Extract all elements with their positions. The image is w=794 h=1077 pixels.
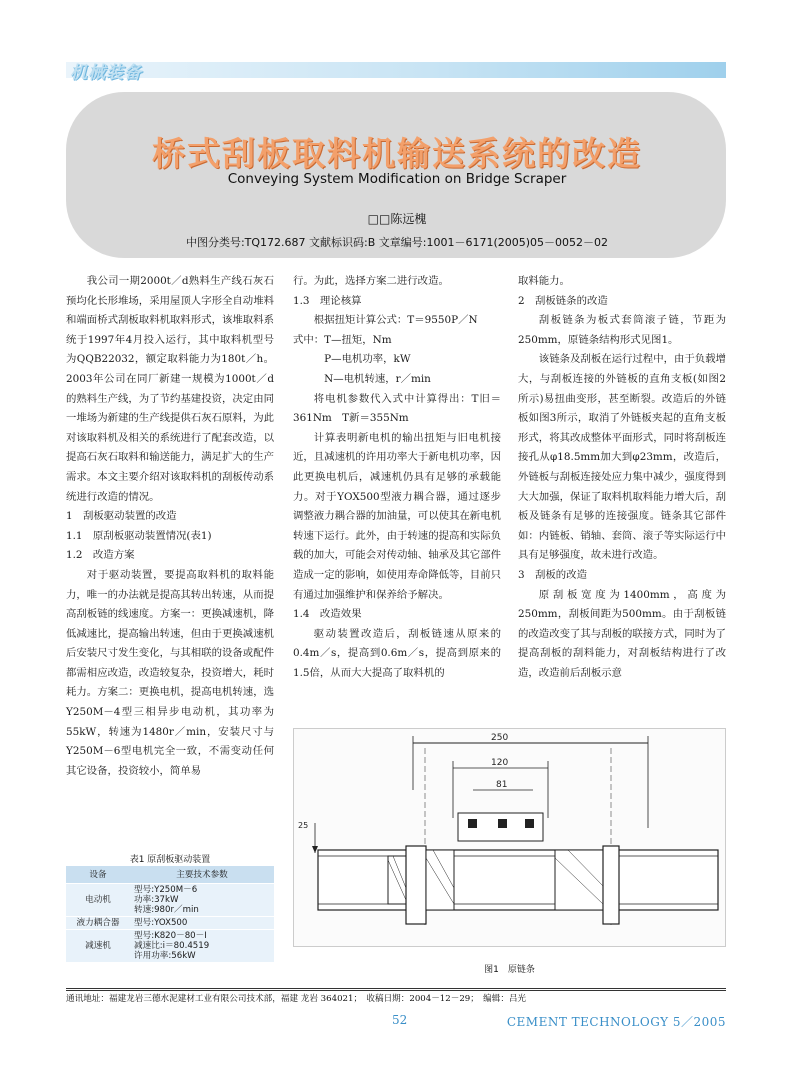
param-line: 转速:980r／min [134,904,199,915]
paragraph: 驱动装置改造后，刮板链速从原来的0.4m／s，提高到0.6m／s，提高到原来的1.5倍，从而大大提高了取料机的 [293,627,501,679]
table-cell-device: 减速机 [66,929,130,962]
pin-right [603,846,619,924]
paragraph: 我公司一期2000t／d熟料生产线石灰石预均化长形堆场，采用屋顶人字形全自动堆料和端面桥式刮板取料机取料形式，该堆取料系统于1997年4月投入运行，其中取料机型号为QQB22032，额定取料能力为180t／h。2003年公司在同厂新建一规模为1000t／d的熟料生产线，为了节约基建投资，决定由同一堆场为新建的生产线提供石灰石原料，为此对该取料机及相关的系统进行了配套改造，以提高石灰石取料和输送能力，满足扩大的生产需求。本文主要介绍对该取料机的刮板传动系统进行改造的情况。 [66,275,274,503]
table-header-params: 主要技术参数 [130,866,274,883]
dimension-label-25: 25 [298,821,309,830]
drive-device-table [66,866,274,963]
body-column-2 [293,272,501,683]
classification-meta: 中图分类号:TQ172.687 文献标识码:B 文章编号:1001－6171(2005)05－0052－02 [185,236,609,249]
paragraph: 根据扭矩计算公式：T＝9550P／N [313,314,478,327]
section-heading: 1.2 改造方案 [66,549,135,562]
section-heading: 取料能力。 [518,275,570,287]
paragraph: 原刮板宽度为1400mm，高度为250mm，刮板间距为500mm。由于刮板链的改造改变了其与刮板的联接方式，同时为了提高刮板的刮料能力，对刮板结构进行了改造，改造前后刮板示意 [518,588,726,679]
section-heading: 1.1 原刮板驱动装置情况(表1) [66,529,212,542]
table-row [66,916,274,929]
param-line: 许用功率:56kW [134,950,196,961]
table-cell-device: 液力耦合器 [66,916,130,929]
paragraph: N—电机转速，r／min [313,372,431,385]
paragraph: P—电机功率，kW [313,353,411,366]
paragraph: 该链条及刮板在运行过程中，由于负载增大，与刮板连接的外链板的直角支板(如图2所示)易扭曲变形，甚至断裂。改造后的外链板如图3所示，取消了外链板夹起的直角支板形式，将其改成整体平面形式，同时将刮板连接孔从φ18.5mm加大到φ23mm，改造后，外链板与刮板连接处应力集中减少，强度得到大大加强，保证了取料机取料能力增大后，刮板及链条有足够的连接强度。链条其它部件如：内链板、销轴、套筒、滚子等实际运行中具有足够强度，故未进行改造。 [518,353,726,562]
section-header-band [66,62,726,78]
section-label: 机械装备 [70,63,142,83]
footer-rule-thin [66,990,726,991]
chain-link-body [318,850,718,910]
section-heading: 1 刮板驱动装置的改造 [66,510,177,523]
table-body [66,883,274,962]
section-heading: 2 刮板链条的改造 [518,294,608,307]
dimension-label-120: 120 [491,758,509,768]
table-cell-params [130,916,274,929]
paragraph: 对于驱动装置，要提高取料机的取料能力，唯一的办法就是提高其转出转速，从而提高刮板链的线速度。方案一：更换减速机，降低减速比，提高输出转速，但由于更换减速机后安装尺寸发生变化，与其相联的设备或配件都需相应改造，改造较复杂，投资增大，耗时耗力。方案二：更换电机，提高电机转速，选Y250M－4型三相异步电动机，其功率为55kW，转速为1480r／min，安装尺寸与Y250M－6型电机完全一致，不需变动任何其它设备，投资较小，简单易 [66,568,274,777]
table-cell-params [130,883,274,916]
table-header-row [66,866,274,883]
param-line: 减速比:i＝80.4519 [134,940,210,951]
english-title: Conveying System Modification on Bridge Scraper [227,171,567,187]
table-header-device: 设备 [66,866,130,883]
param-line: 型号:Y250M－6 [134,884,198,895]
footer-address: 通讯地址：福建龙岩三德水泥建材工业有限公司技术部，福建 龙岩 364021； 收稿日期：2004－12－29； 编辑：吕光 [66,994,527,1004]
journal-name: CEMENT TECHNOLOGY 5／2005 [506,1015,726,1029]
section-heading: 3 刮板的改造 [518,568,587,581]
section-heading: 1.4 改造效果 [293,608,362,621]
dimension-label-81: 81 [496,780,508,790]
paragraph: 将电机参数代入式中计算得出：T旧＝361Nm T新＝355Nm [293,392,501,425]
chain-drawing-svg [293,728,726,947]
section-heading: 行。为此，选择方案二进行改造。 [293,275,449,287]
param-line: 型号:YOX500 [134,917,188,928]
pin-left [406,846,426,924]
table-row [66,883,274,916]
section-heading: 式中：T—扭矩，Nm [293,333,392,346]
page-number: 52 [392,1013,408,1027]
body-column-1 [66,272,274,781]
table-cell-device: 电动机 [66,883,130,916]
section-heading: 1.3 理论核算 [293,294,362,307]
article-title: 桥式刮板取料机输送系统的改造 [152,134,642,173]
author-line: □□陈远槐 [367,212,427,226]
table-caption: 表1 原刮板驱动装置 [129,855,211,865]
table-row [66,929,274,962]
figure-chain-drawing [293,728,726,947]
figure-caption: 图1 原链条 [484,965,535,975]
paragraph: 刮板链条为板式套筒滚子链，节距为250mm，原链条结构形式见图1。 [518,314,726,346]
body-column-3 [518,272,726,683]
param-line: 型号:K820－80－I [134,930,207,941]
paragraph: 计算表明新电机的输出扭矩与旧电机接近，且减速机的许用功率大于新电机功率，因此更换电机后，减速机仍具有足够的承载能力。对于YOX500型液力耦合器，通过逐步调整液力耦合器的加油量，可以使其在新电机转速下运行。此外，由于转速的提高和实际负载的加大，可能会对传动轴、轴承及其它部件造成一定的影响，如使用寿命降低等，目前只有通过加强维护和保养给予解决。 [293,431,501,601]
footer-rule [66,988,726,989]
table-cell-params [130,929,274,962]
param-line: 功率:37kW [134,894,179,905]
dimension-label-250: 250 [491,733,509,743]
